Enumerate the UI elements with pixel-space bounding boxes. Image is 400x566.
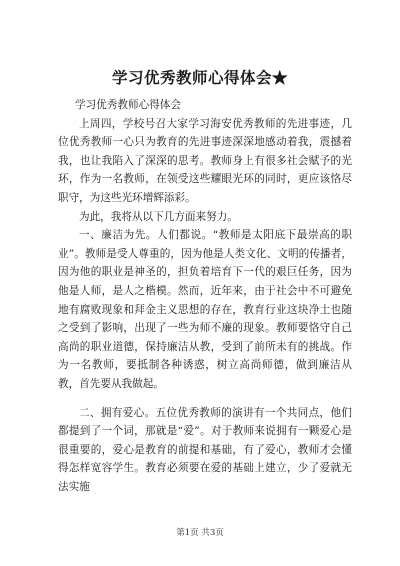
- document-body: [58, 96, 352, 496]
- document-subtitle: 学习优秀教师心得体会: [75, 99, 181, 111]
- paragraph-point-one: 一、廉洁为先。人们都说。“教师是太阳底下最崇高的职业”。教师是受人尊重的，因为他是人类文化、文明的传播者，因为他的职业是神圣的，担负着培育下一代的艰巨任务，因为他是人师，是人之楷模。然而，近年来，由于社会中不可避免地有腐败现象和拜金主义思想的存在，教育行业这块净土也随之受到了影响，出现了一些为师不廉的现象。教师要恪守自己高尚的职业道德，保持廉洁从教，受到了前所未有的挑战。作为一名教师，要抵制各种诱惑，树立高尚师德，做到廉洁从教，首先要从我做起。: [58, 229, 352, 390]
- paragraph-point-two: 二、拥有爱心。五位优秀教师的演讲有一个共同点，他们都提到了一个词，那就是“爱”。对于教师来说拥有一颗爱心是很重要的，爱心是教育的前提和基础，有了爱心，教师才会懂得怎样宽容学生。教育必须要在爱的基础上建立，少了爱就无法实施: [58, 406, 352, 493]
- page-number-footer: 第1页 共3页: [176, 528, 224, 538]
- paragraph-intro: 上周四，学校号召大家学习海安优秀教师的先进事迹，几位优秀教师一心只为教育的先进事迹深深地感动着我，震撼着我，也让我陷入了深深的思考。教师身上有很多社会赋予的光环，作为一名教师，在领受这些耀眼光环的同时，更应该恪尽职守，为这些光环增辉添彩。: [58, 117, 352, 204]
- paragraph-plan: 为此，我将从以下几方面来努力。: [79, 210, 238, 223]
- document-title: 学习优秀教师心得体会★: [111, 68, 288, 87]
